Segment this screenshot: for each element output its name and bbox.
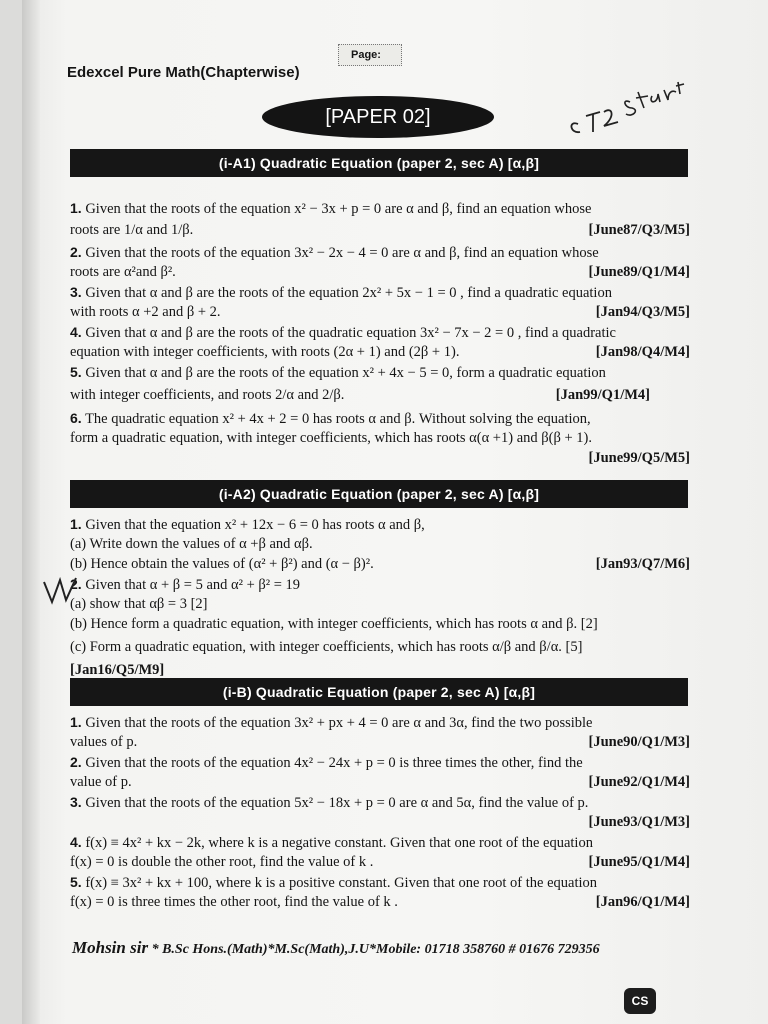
question-part-a: (a) show that αβ = 3 [2] xyxy=(70,596,208,612)
question-b-2 xyxy=(70,752,690,792)
question-text-line1: The quadratic equation x² + 4x + 2 = 0 has roots α and β. Without solving the equation, xyxy=(85,411,591,427)
question-text-line1: Given that the roots of the equation 5x² − 18x + p = 0 are α and 5α, find the value of p. xyxy=(85,795,589,811)
question-part-b: (b) Hence form a quadratic equation, with integer coefficients, which has roots α and β. [2] xyxy=(70,616,598,632)
section-header-i-b: (i-B) Quadratic Equation (paper 2, sec A) [α,β] xyxy=(70,678,688,706)
question-reference: [Jan96/Q1/M4] xyxy=(595,894,690,910)
question-text-line2: f(x) = 0 is double the other root, find the value of k . xyxy=(70,854,374,870)
question-text-line2: form a quadratic equation, with integer coefficients, which has roots α(α +1) and β(β + 1). xyxy=(70,430,592,446)
page-binding-edge xyxy=(22,0,40,1024)
question-a1-3 xyxy=(70,282,690,322)
question-a2-2 xyxy=(70,574,690,680)
question-a1-1 xyxy=(70,198,690,242)
section-i-a1-questions xyxy=(70,198,690,468)
question-number: 5. xyxy=(70,364,82,380)
question-number: 5. xyxy=(70,874,82,890)
question-text: Given that α + β = 5 and α² + β² = 19 xyxy=(85,577,301,593)
question-number: 4. xyxy=(70,324,82,340)
question-a1-5 xyxy=(70,362,690,408)
question-text-line1: Given that the roots of the equation 3x² − 2x − 4 = 0 are α and β, find an equation whose xyxy=(85,245,599,261)
question-number: 1. xyxy=(70,200,82,216)
question-number: 2. xyxy=(70,576,82,592)
question-a1-4 xyxy=(70,322,690,362)
page-number-box: Page: xyxy=(338,44,402,66)
question-reference: [June99/Q5/M5] xyxy=(588,450,690,466)
question-part-b: (b) Hence obtain the values of (α² + β²) and (α − β)². xyxy=(70,556,374,572)
question-number: 1. xyxy=(70,714,82,730)
section-i-a2-questions xyxy=(70,514,690,680)
question-text-line1: f(x) ≡ 3x² + kx + 100, where k is a positive constant. Given that one root of the equation xyxy=(85,875,598,891)
question-text-line1: Given that α and β are the roots of the equation 2x² + 5x − 1 = 0 , find a quadratic equation xyxy=(85,285,612,301)
author-name: Mohsin sir xyxy=(72,938,149,957)
question-reference: [June93/Q1/M3] xyxy=(588,814,690,830)
question-reference: [June87/Q3/M5] xyxy=(588,222,690,238)
question-b-1 xyxy=(70,712,690,752)
question-part-c: (c) Form a quadratic equation, with integer coefficients, which has roots α/β and β/α. [5] xyxy=(70,639,583,655)
question-number: 1. xyxy=(70,516,82,532)
question-text-line2: equation with integer coefficients, with roots (2α + 1) and (2β + 1). xyxy=(70,344,460,360)
question-number: 4. xyxy=(70,834,82,850)
question-reference: [Jan94/Q3/M5] xyxy=(595,304,690,320)
question-reference: [June90/Q1/M3] xyxy=(588,734,690,750)
question-reference: [Jan98/Q4/M4] xyxy=(595,344,690,360)
question-a2-1 xyxy=(70,514,690,574)
question-reference: [Jan99/Q1/M4] xyxy=(555,387,650,403)
handwritten-tick-mark xyxy=(40,570,80,610)
question-text-line2: with roots α +2 and β + 2. xyxy=(70,304,221,320)
question-text: Given that the equation x² + 12x − 6 = 0 has roots α and β, xyxy=(85,517,425,533)
question-text-line1: Given that α and β are the roots of the equation x² + 4x − 5 = 0, form a quadratic equation xyxy=(85,365,606,381)
question-text-line2: f(x) = 0 is three times the other root, find the value of k . xyxy=(70,894,398,910)
section-header-i-a1: (i-A1) Quadratic Equation (paper 2, sec A) [α,β] xyxy=(70,149,688,177)
section-i-b-questions xyxy=(70,712,690,912)
question-a1-6 xyxy=(70,408,690,468)
section-header-i-a2: (i-A2) Quadratic Equation (paper 2, sec A) [α,β] xyxy=(70,480,688,508)
author-details: * B.Sc Hons.(Math)*M.Sc(Math),J.U*Mobile: 01718 358760 # 01676 729356 xyxy=(148,942,600,957)
question-number: 2. xyxy=(70,244,82,260)
question-reference: [Jan16/Q5/M9] xyxy=(70,662,165,678)
question-text-line2: roots are α²and β². xyxy=(70,264,176,280)
question-text-line2: with integer coefficients, and roots 2/α and 2/β. xyxy=(70,387,345,403)
question-number: 3. xyxy=(70,284,82,300)
question-number: 6. xyxy=(70,410,82,426)
question-text-line1: f(x) ≡ 4x² + kx − 2k, where k is a negative constant. Given that one root of the equation xyxy=(85,835,593,851)
question-part-a: (a) Write down the values of α +β and αβ. xyxy=(70,536,313,552)
question-text-line1: Given that the roots of the equation 3x² + px + 4 = 0 are α and 3α, find the two possible xyxy=(85,715,593,731)
question-text-line2: roots are 1/α and 1/β. xyxy=(70,222,194,238)
question-text-line1: Given that the roots of the equation 4x² − 24x + p = 0 is three times the other, find the xyxy=(85,755,583,771)
camscanner-badge-icon: CS xyxy=(624,988,656,1014)
question-text-line1: Given that the roots of the equation x² − 3x + p = 0 are α and β, find an equation whose xyxy=(85,201,592,217)
question-text-line2: value of p. xyxy=(70,774,132,790)
question-b-3 xyxy=(70,792,690,832)
question-b-5 xyxy=(70,872,690,912)
question-reference: [June95/Q1/M4] xyxy=(588,854,690,870)
paper-title-badge: [PAPER 02] xyxy=(262,96,494,138)
question-b-4 xyxy=(70,832,690,872)
question-text-line2: values of p. xyxy=(70,734,138,750)
question-a1-2 xyxy=(70,242,690,282)
footer-contact-line xyxy=(72,938,692,958)
question-number: 2. xyxy=(70,754,82,770)
question-reference: [Jan93/Q7/M6] xyxy=(595,556,690,572)
handwritten-note-ct2-starts xyxy=(560,72,690,142)
document-header-title: Edexcel Pure Math(Chapterwise) xyxy=(67,64,300,81)
question-number: 3. xyxy=(70,794,82,810)
question-reference: [June92/Q1/M4] xyxy=(588,774,690,790)
question-reference: [June89/Q1/M4] xyxy=(588,264,690,280)
question-text-line1: Given that α and β are the roots of the quadratic equation 3x² − 7x − 2 = 0 , find a quadratic xyxy=(85,325,616,341)
